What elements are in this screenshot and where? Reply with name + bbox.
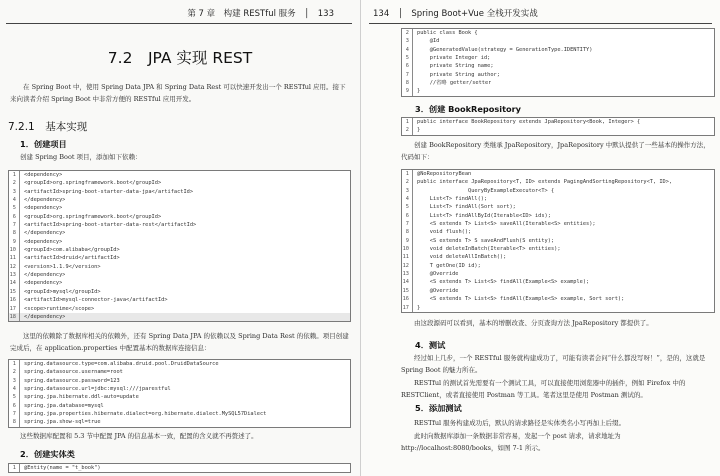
line-number: 8 [402,228,413,236]
code-line [402,71,714,79]
line-number: 14 [9,279,20,287]
line-number: 5 [402,54,413,62]
left-page-header: 第 7 章 构建 RESTful 服务 │ 133 [187,9,334,19]
code-line [9,196,350,204]
code-text: <S extends T> List<S> findAll(Example<S> example); [417,279,590,286]
line-number: 13 [9,271,20,279]
code-text: public class Book { [417,30,478,36]
code-line [9,238,350,246]
code-text: <groupId>mysql</groupId> [24,288,101,295]
code-line [402,170,714,178]
code-line [402,262,714,270]
line-number: 18 [9,313,20,321]
book-class-code-block [401,28,715,97]
code-line [9,368,350,376]
line-number: 5 [9,204,20,212]
header-rule [6,23,352,24]
code-text: <artifactId>spring-boot-starter-data-jpa</artifactId> [24,188,194,195]
code-text: @NoRepositoryBean [417,171,472,177]
step-heading-test: 4．测试 [415,340,446,350]
code-text: List<T> findAll(Sort sort); [417,204,516,211]
code-text: <dependency> [24,280,63,287]
code-line [402,228,714,236]
repository-code-block [401,117,715,136]
line-number: 15 [402,287,413,295]
test-paragraph-1: 经过如上几步，一个 RESTful 服务就构建成功了，可能有读者会问“什么都没写呀！”，是的，这就是 Spring Boot 的魅力所在。 [401,354,706,374]
code-text: } [417,88,421,95]
line-number: 16 [9,296,20,304]
code-line [402,295,714,303]
code-line [402,237,714,245]
code-line [402,54,714,62]
code-line [9,305,350,313]
code-line [402,270,714,278]
code-text: spring.jpa.hibernate.ddl-auto=update [24,394,139,401]
right-page [360,0,720,476]
code-text: @GeneratedValue(strategy = GenerationType.IDENTITY) [417,46,593,53]
line-number: 13 [402,270,413,278]
code-line [9,377,350,385]
jparepository-code-block [401,169,715,313]
code-line [9,296,350,304]
line-number: 1 [402,170,413,178]
line-number: 2 [9,179,20,187]
line-number: 10 [402,245,413,253]
code-text: <groupId>org.springframework.boot</groupId> [24,213,162,220]
code-line [9,246,350,254]
properties-code-block [8,359,351,428]
code-text: <version>1.1.9</version> [24,263,101,270]
line-number: 1 [9,171,20,179]
line-number: 9 [402,87,413,95]
code-text: <artifactId>spring-boot-starter-data-rest</artifactId> [24,222,197,229]
line-number: 3 [9,188,20,196]
line-number: 17 [402,304,413,312]
line-number: 2 [402,178,413,186]
code-line [402,304,714,312]
code-line [9,263,350,271]
code-text: @Override [417,271,459,278]
code-line [9,221,350,229]
line-number: 1 [9,464,20,472]
code-text: List<T> findAllById(Iterable<ID> ids); [417,212,551,219]
line-number: 6 [402,212,413,220]
code-text: <dependency> [24,238,63,245]
code-text: void deleteInBatch(Iterable<T> entities); [417,246,561,253]
line-number: 9 [402,237,413,245]
code-text: private String author; [417,71,500,78]
line-number: 2 [402,126,413,134]
line-number: 15 [9,288,20,296]
line-number: 17 [9,305,20,313]
code-text: spring.datasource.url=jdbc:mysql:///jparestful [24,386,171,393]
jparepository-summary: 由这段源码可以看到，基本的增删改查、分页查询方法 JpaRepository 都提供了。 [414,319,653,327]
code-line [9,418,350,426]
code-text: } [417,304,421,311]
line-number: 2 [9,368,20,376]
code-line [402,278,714,286]
line-number: 8 [9,229,20,237]
line-number: 12 [402,262,413,270]
code-text: @Id [417,38,440,45]
line-number: 6 [9,213,20,221]
code-line [402,253,714,261]
code-line [9,229,350,237]
code-text: </dependency> [24,230,66,237]
code-text: </dependency> [24,197,66,204]
line-number: 5 [9,393,20,401]
step-heading-repository: 3．创建 BookRepository [415,104,521,114]
code-line [9,360,350,368]
code-text: <artifactId>druid</artifactId> [24,255,120,262]
code-text: @Entity(name = "t_book") [24,465,101,471]
code-line [9,288,350,296]
step1-text: 创建 Spring Boot 项目，添加如下依赖： [20,153,142,161]
line-number: 4 [9,196,20,204]
code-text: spring.datasource.type=com.alibaba.druid.pool.DruidDataSource [24,361,219,367]
code-text: <scope>runtime</scope> [24,305,95,312]
code-text: spring.datasource.username=root [24,369,123,376]
subsection-heading: 7.2.1 基本实现 [8,121,88,133]
code-line [402,87,714,95]
code-text: <S extends T> List<S> findAll(Example<S> example, Sort sort); [417,296,625,303]
step-heading-add-test: 5．添加测试 [415,403,462,413]
code-line [402,118,714,126]
step-heading-create-project: 1．创建项目 [20,139,67,149]
code-text: void deleteAllInBatch(); [417,254,507,261]
code-text: <artifactId>mysql-connector-java</artifactId> [24,297,168,304]
code-text: <groupId>org.springframework.boot</groupId> [24,180,162,187]
code-text: spring.jpa.show-sql=true [24,419,101,426]
line-number: 7 [9,221,20,229]
code-line [9,385,350,393]
line-number: 6 [402,62,413,70]
code-line [402,187,714,195]
code-line [402,62,714,70]
entity-code-block [8,463,351,473]
code-line [402,203,714,211]
line-number: 1 [402,118,413,126]
line-number: 7 [402,71,413,79]
line-number: 12 [9,263,20,271]
code-text: spring.jpa.properties.hibernate.dialect=org.hibernate.dialect.MySQL57Dialect [24,411,267,418]
code-text: <S extends T> S saveAndFlush(S entity); [417,237,555,244]
code-line [9,213,350,221]
code-line [9,254,350,262]
line-number: 3 [402,187,413,195]
line-number: 5 [402,203,413,211]
code-line [9,464,350,472]
line-number: 1 [9,360,20,368]
code-line [402,212,714,220]
code-line [9,279,350,287]
section-title: 7.2 JPA 实现 REST [107,49,253,67]
line-number: 11 [9,254,20,262]
add-paragraph-1: RESTful 服务构建成功后，默认的请求路径是实体类名小写再加上后缀。 [414,419,626,427]
step-heading-entity: 2．创建实体类 [20,449,75,459]
code-text: <dependency> [24,205,63,212]
code-line [402,46,714,54]
intro-paragraph: 在 Spring Boot 中，使用 Spring Data JPA 和 Spring Data Rest 可以快速开发出一个 RESTful 应用。接下来向读者介绍 Spring Boot 中非常方便的 RESTful 应用开发。 [10,83,346,103]
line-number: 8 [402,79,413,87]
code-text: <S extends T> List<S> saveAll(Iterable<S> entities); [417,221,596,228]
code-text: QueryByExampleExecutor<T> { [417,187,555,194]
code-line [402,79,714,87]
code-line [9,204,350,212]
code-text: </dependency> [24,272,66,279]
code-text: public interface BookRepository extends JpaRepository<Book, Integer> { [417,119,641,125]
line-number: 3 [402,37,413,45]
code-text: private String name; [417,63,494,70]
line-number: 4 [9,385,20,393]
code-line [402,29,714,37]
code-text: <dependency> [24,172,63,178]
code-text: spring.jpa.database=mysql [24,402,104,409]
line-number: 4 [402,195,413,203]
code-text: public interface JpaRepository<T, ID> extends PagingAndSortingRepository<T, ID>, [417,179,673,186]
test-paragraph-2: RESTful 的测试首先需要有一个测试工具，可以直接使用浏览器中的插件，例如 Firefox 中的 RESTClient，或者直接使用 Postman 等工具。笔者这里是使用 Postman 测试的。 [401,379,686,399]
code-text: List<T> findAll(); [417,196,488,203]
line-number: 11 [402,253,413,261]
code-line [9,313,350,321]
line-number: 4 [402,46,413,54]
code-line [402,220,714,228]
code-line [402,195,714,203]
code-text: //省略 getter/setter [417,80,492,87]
line-number: 7 [402,220,413,228]
code-line [9,402,350,410]
code-text: @Override [417,287,459,294]
code-line [9,179,350,187]
line-number: 10 [9,246,20,254]
code-text: private Integer id; [417,55,491,62]
code-line [402,178,714,186]
dependency-code-block [8,170,351,322]
code-text: void flush(); [417,229,472,236]
line-number: 8 [9,418,20,426]
code-line [402,287,714,295]
code-text: </dependency> [24,313,66,320]
code-text: <groupId>com.alibaba</groupId> [24,247,120,254]
after-dependency-paragraph: 这里的依赖除了数据库相关的依赖外，还有 Spring Data JPA 的依赖以及 Spring Data Rest 的依赖。项目创建完成后，在 application.properties 中配置基本的数据库连接信息： [10,332,349,352]
right-page-header: 134 │ Spring Boot+Vue 全栈开发实战 [373,9,538,19]
code-line [9,271,350,279]
line-number: 7 [9,410,20,418]
line-number: 14 [402,278,413,286]
repository-paragraph: 创建 BookRepository 类继承 JpaRepository，JpaRepository 中默认提供了一些基本的操作方法，代码如下： [401,141,710,161]
config-note: 这些数据库配置和 5.3 节中配置 JPA 的信息基本一致，配置的含义就不再赘述了。 [20,432,258,440]
code-line [9,171,350,179]
code-text: } [417,127,421,134]
add-paragraph-2: 此时向数据库添加一条数据非常容易，发起一个 post 请求，请求地址为 http://localhost:8080/books，如图 7-1 所示。 [401,432,621,452]
line-number: 3 [9,377,20,385]
header-rule [369,23,712,24]
code-line [402,37,714,45]
code-line [402,245,714,253]
line-number: 16 [402,295,413,303]
code-line [9,188,350,196]
code-line [402,126,714,134]
line-number: 9 [9,238,20,246]
code-text: spring.datasource.password=123 [24,377,120,384]
line-number: 2 [402,29,413,37]
code-line [9,410,350,418]
code-text: T getOne(ID id); [417,262,481,269]
code-line [9,393,350,401]
line-number: 6 [9,402,20,410]
